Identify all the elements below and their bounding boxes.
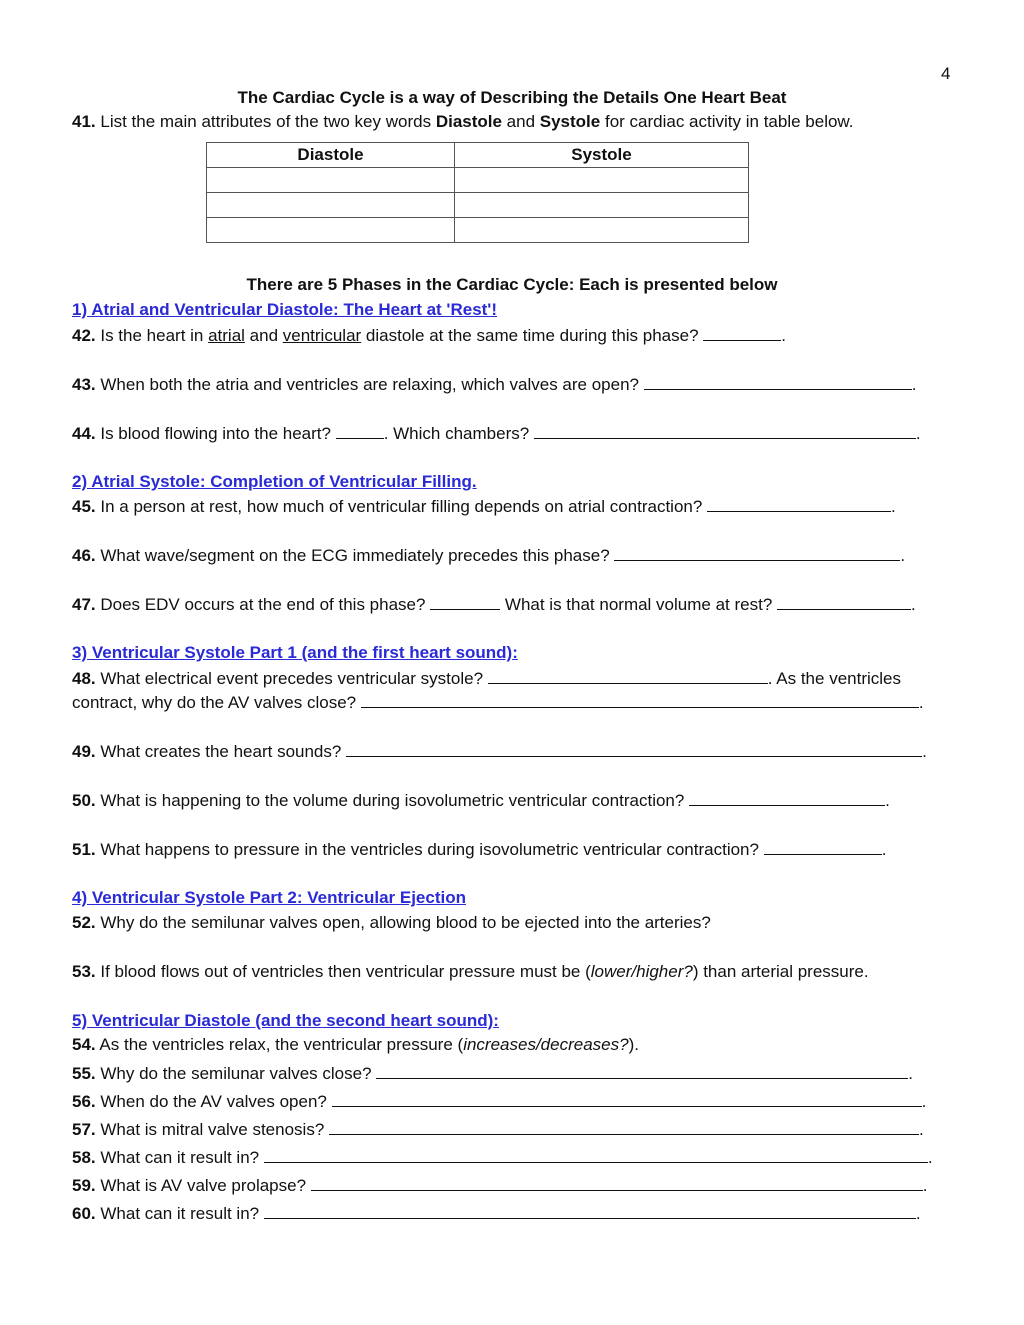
question-45: 45. In a person at rest, how much of ventricular filling depends on atrial contraction? . bbox=[72, 497, 896, 516]
question-48: 48. What electrical event precedes ventricular systole? . As the ventricles bbox=[72, 669, 901, 688]
question-47: 47. Does EDV occurs at the end of this phase? What is that normal volume at rest? . bbox=[72, 595, 916, 614]
question-46: 46. What wave/segment on the ECG immediately precedes this phase? . bbox=[72, 546, 906, 565]
question-56: 56. When do the AV valves open? . bbox=[72, 1092, 927, 1111]
table-cell[interactable] bbox=[455, 193, 749, 218]
answer-blank[interactable] bbox=[336, 423, 384, 439]
answer-blank[interactable] bbox=[703, 325, 781, 341]
answer-blank[interactable] bbox=[644, 374, 912, 390]
question-41: 41. List the main attributes of the two key words Diastole and Systole for cardiac activity in table below. bbox=[72, 112, 854, 131]
page-heading: The Cardiac Cycle is a way of Describing the Details One Heart Beat bbox=[237, 88, 787, 107]
question-58: 58. What can it result in? . bbox=[72, 1148, 933, 1167]
question-54: 54. As the ventricles relax, the ventricular pressure (increases/decreases?). bbox=[72, 1035, 639, 1054]
question-44: 44. Is blood flowing into the heart? . Which chambers? . bbox=[72, 424, 921, 443]
question-53: 53. If blood flows out of ventricles then ventricular pressure must be (lower/higher?) than arterial pressure. bbox=[72, 962, 869, 981]
question-52: 52. Why do the semilunar valves open, allowing blood to be ejected into the arteries? bbox=[72, 913, 711, 932]
answer-blank[interactable] bbox=[361, 692, 919, 708]
question-43: 43. When both the atria and ventricles are relaxing, which valves are open? . bbox=[72, 375, 917, 394]
answer-blank[interactable] bbox=[430, 594, 500, 610]
section-phase-4: 4) Ventricular Systole Part 2: Ventricular Ejection bbox=[72, 888, 466, 907]
question-42: 42. Is the heart in atrial and ventricular diastole at the same time during this phase? . bbox=[72, 326, 787, 345]
answer-blank[interactable] bbox=[488, 668, 768, 684]
answer-blank[interactable] bbox=[689, 790, 885, 806]
answer-blank[interactable] bbox=[614, 545, 900, 561]
table-cell[interactable] bbox=[455, 218, 749, 243]
answer-blank[interactable] bbox=[346, 741, 922, 757]
section-phase-1: 1) Atrial and Ventricular Diastole: The Heart at 'Rest'! bbox=[72, 300, 498, 319]
section-phase-5: 5) Ventricular Diastole (and the second heart sound): bbox=[72, 1011, 499, 1030]
question-51: 51. What happens to pressure in the ventricles during isovolumetric ventricular contraction? . bbox=[72, 840, 887, 859]
table-header-systole: Systole bbox=[455, 143, 749, 168]
answer-blank[interactable] bbox=[764, 839, 882, 855]
question-48-continued: contract, why do the AV valves close? . bbox=[72, 693, 924, 712]
answer-blank[interactable] bbox=[329, 1119, 919, 1135]
question-50: 50. What is happening to the volume during isovolumetric ventricular contraction? . bbox=[72, 791, 890, 810]
attributes-table bbox=[206, 142, 749, 243]
question-59: 59. What is AV valve prolapse? . bbox=[72, 1176, 928, 1195]
answer-blank[interactable] bbox=[707, 496, 891, 512]
table-row bbox=[207, 168, 749, 193]
phases-heading: There are 5 Phases in the Cardiac Cycle: Each is presented below bbox=[246, 275, 778, 294]
table-row bbox=[207, 218, 749, 243]
table-cell[interactable] bbox=[455, 168, 749, 193]
section-phase-3: 3) Ventricular Systole Part 1 (and the first heart sound): bbox=[72, 643, 518, 662]
question-49: 49. What creates the heart sounds? . bbox=[72, 742, 927, 761]
table-cell[interactable] bbox=[207, 218, 455, 243]
table-cell[interactable] bbox=[207, 193, 455, 218]
table-header-diastole: Diastole bbox=[207, 143, 455, 168]
answer-blank[interactable] bbox=[264, 1203, 916, 1219]
answer-blank[interactable] bbox=[777, 594, 911, 610]
section-phase-2: 2) Atrial Systole: Completion of Ventricular Filling. bbox=[72, 472, 477, 491]
table-row bbox=[207, 193, 749, 218]
answer-blank[interactable] bbox=[376, 1063, 908, 1079]
page-number: 4 bbox=[941, 64, 951, 83]
question-57: 57. What is mitral valve stenosis? . bbox=[72, 1120, 924, 1139]
answer-blank[interactable] bbox=[534, 423, 916, 439]
table-cell[interactable] bbox=[207, 168, 455, 193]
answer-blank[interactable] bbox=[332, 1091, 922, 1107]
question-60: 60. What can it result in? . bbox=[72, 1204, 921, 1223]
answer-blank[interactable] bbox=[264, 1147, 928, 1163]
answer-blank[interactable] bbox=[311, 1175, 923, 1191]
question-55: 55. Why do the semilunar valves close? . bbox=[72, 1064, 913, 1083]
